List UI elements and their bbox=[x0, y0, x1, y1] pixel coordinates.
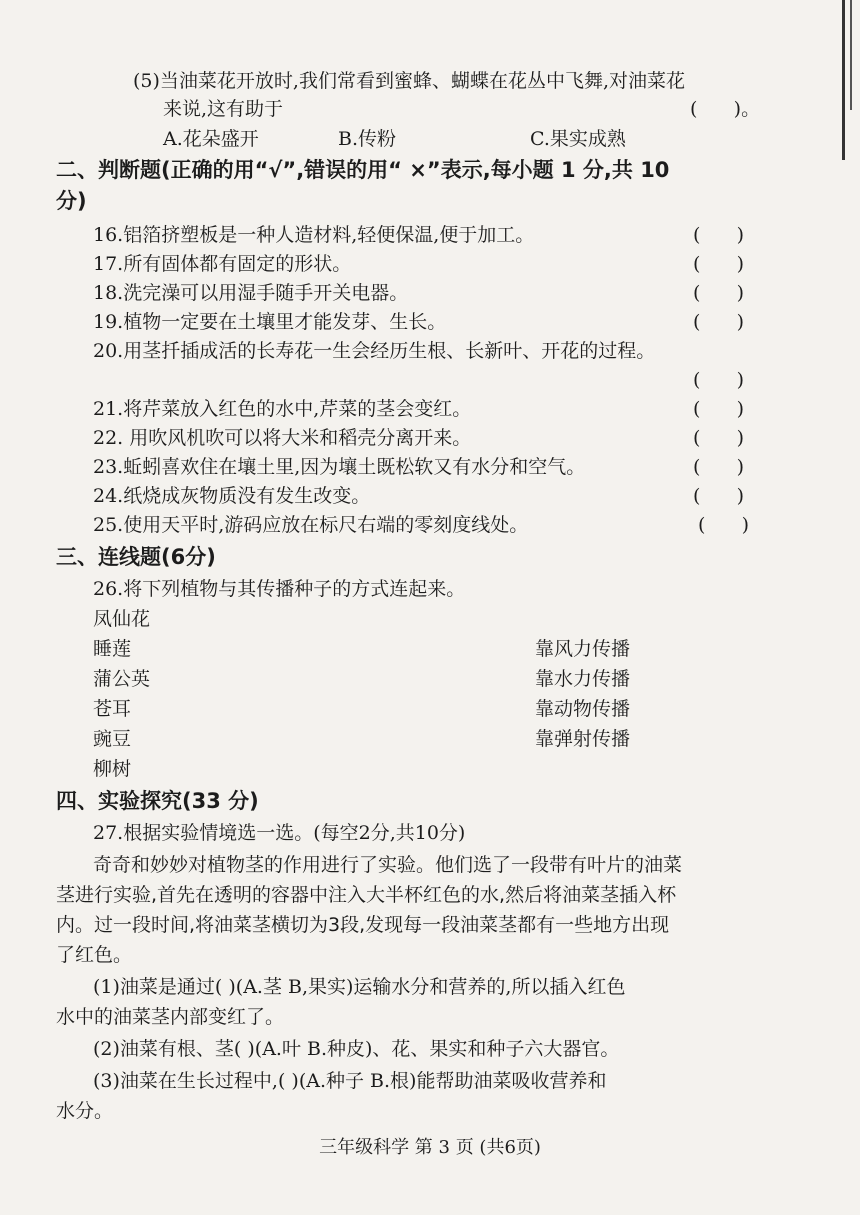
q27-sub1-line2: 水中的油菜茎内部变红了。 bbox=[56, 1006, 285, 1028]
q27-sub3-line1: (3)油菜在生长过程中,( )(A.种子 B.根)能帮助油菜吸收营养和 bbox=[93, 1070, 607, 1092]
q27-prompt: 27.根据实验情境选一选。(每空2分,共10分) bbox=[93, 822, 466, 844]
tf-paren-22: ( ) bbox=[693, 427, 745, 449]
tf-item-25: 25.使用天平时,游码应放在标尺右端的零刻度线处。 bbox=[93, 514, 529, 536]
method-2: 靠水力传播 bbox=[535, 668, 631, 690]
method-3: 靠动物传播 bbox=[535, 698, 631, 720]
binding-edge bbox=[802, 0, 860, 1215]
binding-line bbox=[842, 0, 845, 160]
plant-5: 豌豆 bbox=[93, 728, 132, 750]
q5-option-a: A.花朵盛开 bbox=[163, 128, 259, 150]
section2-title-line2: 分) bbox=[56, 189, 87, 213]
scenario-line-4: 了红色。 bbox=[56, 944, 133, 966]
scenario-line-3: 内。过一段时间,将油菜茎横切为3段,发现每一段油菜茎都有一些地方出现 bbox=[56, 914, 670, 936]
tf-paren-25: ( ) bbox=[698, 514, 750, 536]
tf-paren-19: ( ) bbox=[693, 311, 745, 333]
tf-paren-18: ( ) bbox=[693, 282, 745, 304]
tf-item-18: 18.洗完澡可以用湿手随手开关电器。 bbox=[93, 282, 409, 304]
plant-3: 蒲公英 bbox=[93, 668, 151, 690]
tf-item-21: 21.将芹菜放入红色的水中,芹菜的茎会变红。 bbox=[93, 398, 472, 420]
tf-paren-20: ( ) bbox=[693, 369, 745, 391]
tf-item-20: 20.用茎扦插成活的长寿花一生会经历生根、长新叶、开花的过程。 bbox=[93, 340, 656, 362]
matching-prompt: 26.将下列植物与其传播种子的方式连起来。 bbox=[93, 578, 466, 600]
q5-answer-paren: ( )。 bbox=[690, 98, 761, 120]
method-4: 靠弹射传播 bbox=[535, 728, 631, 750]
binding-line-2 bbox=[850, 0, 852, 110]
section2-title-line1: 二、判断题(正确的用“√”,错误的用“ ×”表示,每小题 1 分,共 10 bbox=[56, 158, 670, 182]
scenario-line-2: 茎进行实验,首先在透明的容器中注入大半杯红色的水,然后将油菜茎插入杯 bbox=[56, 884, 677, 906]
section3-title: 三、连线题(6分) bbox=[56, 545, 216, 569]
q27-sub3-line2: 水分。 bbox=[56, 1100, 114, 1122]
q5-option-c: C.果实成熟 bbox=[530, 128, 626, 150]
scenario-line-1: 奇奇和妙妙对植物茎的作用进行了实验。他们选了一段带有叶片的油菜 bbox=[93, 854, 683, 876]
tf-item-22: 22. 用吹风机吹可以将大米和稻壳分离开来。 bbox=[93, 427, 472, 449]
q5-line1: (5)当油菜花开放时,我们常看到蜜蜂、蝴蝶在花丛中飞舞,对油菜花 bbox=[133, 70, 685, 92]
tf-paren-24: ( ) bbox=[693, 485, 745, 507]
plant-1: 凤仙花 bbox=[93, 608, 151, 630]
tf-item-24: 24.纸烧成灰物质没有发生改变。 bbox=[93, 485, 371, 507]
tf-item-17: 17.所有固体都有固定的形状。 bbox=[93, 253, 352, 275]
tf-paren-23: ( ) bbox=[693, 456, 745, 478]
method-1: 靠风力传播 bbox=[535, 638, 631, 660]
q27-sub1-line1: (1)油菜是通过( )(A.茎 B,果实)运输水分和营养的,所以插入红色 bbox=[93, 976, 626, 998]
tf-paren-16: ( ) bbox=[693, 224, 745, 246]
tf-item-19: 19.植物一定要在土壤里才能发芽、生长。 bbox=[93, 311, 447, 333]
q27-sub2: (2)油菜有根、茎( )(A.叶 B.种皮)、花、果实和种子六大器官。 bbox=[93, 1038, 620, 1060]
plant-2: 睡莲 bbox=[93, 638, 132, 660]
q5-option-b: B.传粉 bbox=[338, 128, 397, 150]
plant-4: 苍耳 bbox=[93, 698, 132, 720]
q5-line2: 来说,这有助于 bbox=[163, 98, 284, 120]
tf-paren-17: ( ) bbox=[693, 253, 745, 275]
section4-title: 四、实验探究(33 分) bbox=[56, 789, 259, 813]
tf-paren-21: ( ) bbox=[693, 398, 745, 420]
tf-item-16: 16.铝箔挤塑板是一种人造材料,轻便保温,便于加工。 bbox=[93, 224, 535, 246]
page-footer: 三年级科学 第 3 页 (共6页) bbox=[319, 1137, 541, 1158]
tf-item-23: 23.蚯蚓喜欢住在壤土里,因为壤土既松软又有水分和空气。 bbox=[93, 456, 586, 478]
plant-6: 柳树 bbox=[93, 758, 132, 780]
